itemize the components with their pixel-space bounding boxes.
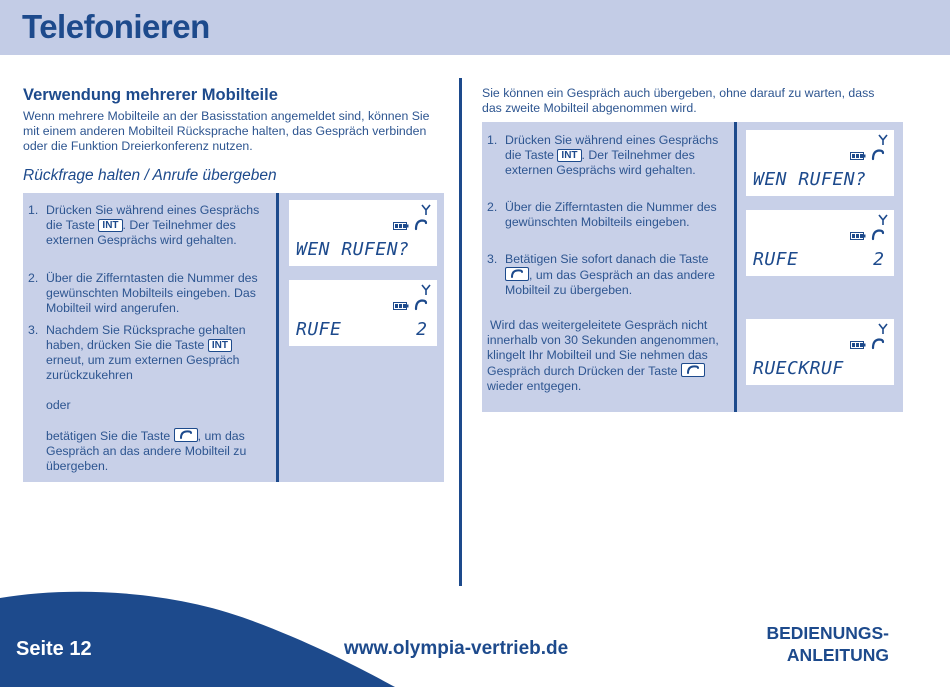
step-line: gewünschten Mobilteils eingeben. [505, 215, 690, 229]
step-1 [487, 133, 727, 183]
page-number: Seite 12 [16, 638, 92, 660]
battery-icon [393, 302, 409, 310]
lcd-display [746, 210, 894, 276]
intro-line: Sie können ein Gespräch auch übergeben, ohne darauf zu warten, dass [482, 86, 875, 100]
handset-icon [180, 430, 192, 440]
spacer [46, 383, 246, 398]
handset-icon [414, 219, 428, 231]
manual-label-line: BEDIENUNGS- [766, 623, 889, 643]
lcd-text: RUFE [296, 319, 342, 340]
step-text [505, 200, 717, 230]
step-text [46, 323, 246, 474]
handset-icon [511, 269, 523, 279]
section-title: Verwendung mehrerer Mobilteile [23, 86, 278, 104]
forwarding-note [487, 318, 732, 394]
column-divider [459, 78, 462, 586]
lcd-display [289, 280, 437, 346]
website-url: www.olympia-vertrieb.de [344, 638, 569, 659]
step-line: gewünschten Mobilteils eingeben. Das [46, 286, 256, 300]
step-number: 2. [487, 200, 498, 214]
step-fragment: . Der Teilnehmer des [581, 148, 695, 162]
lcd-text: WEN RUFEN? [753, 169, 867, 190]
step-line [505, 148, 718, 163]
step-line: Drücken Sie während eines Gesprächs [46, 203, 260, 217]
handset-key [681, 363, 705, 377]
subtitle: Rückfrage halten / Anrufe übergeben [23, 167, 277, 184]
step-number: 2. [28, 271, 39, 285]
step-fragment: . Der Teilnehmer des [122, 218, 236, 232]
step-number: 3. [487, 252, 498, 266]
step-fragment: , um das [197, 429, 245, 443]
step-fragment: , um das Gespräch an das andere [529, 268, 715, 282]
handset-icon [871, 338, 885, 350]
battery-icon [850, 152, 866, 160]
battery-icon [393, 222, 409, 230]
lcd-text: RUFE [753, 249, 799, 270]
note-fragment: Gespräch durch Drücken der Taste [487, 364, 678, 378]
note-line: innerhalb von 30 Sekunden angenommen, [487, 333, 719, 347]
step-line: Mobilteil zu übergeben. [505, 283, 633, 297]
lcd-text: WEN RUFEN? [296, 239, 410, 260]
lcd-number: 2 [416, 319, 427, 340]
lcd-display [746, 319, 894, 385]
antenna-icon [421, 284, 431, 296]
note-line: klingelt Ihr Mobilteil und Sie nehmen das [487, 348, 708, 362]
step-number: 3. [28, 323, 39, 337]
step-text [505, 252, 715, 298]
handset-key [505, 267, 529, 281]
panel-divider [734, 122, 737, 412]
panel-divider [276, 193, 279, 482]
step-line: externen Gesprächs wird gehalten. [46, 233, 237, 247]
step-1 [28, 203, 268, 253]
antenna-icon [878, 214, 888, 226]
or-text: oder [46, 398, 71, 412]
step-line: externen Gesprächs wird gehalten. [505, 163, 696, 177]
battery-icon [850, 341, 866, 349]
intro-paragraph [23, 109, 430, 154]
step-line: übergeben. [46, 459, 109, 473]
step-text [46, 203, 259, 248]
step-2 [28, 271, 268, 321]
handset-icon [871, 149, 885, 161]
lcd-number: 2 [873, 249, 884, 270]
step-line: zurückzukehren [46, 368, 133, 382]
step-line [505, 267, 715, 283]
step-line: Mobilteil wird angerufen. [46, 301, 180, 315]
manual-label [766, 622, 889, 666]
intro-line: oder die Funktion Dreierkonferenz nutzen. [23, 139, 253, 153]
step-line: Betätigen Sie sofort danach die Taste [505, 252, 709, 266]
step-text [505, 133, 718, 178]
antenna-icon [878, 323, 888, 335]
note-line [487, 363, 732, 379]
step-3 [487, 252, 727, 302]
note-line: wieder entgegen. [487, 379, 582, 393]
page-title: Telefonieren [22, 8, 210, 45]
spacer [46, 413, 246, 428]
step-text [46, 271, 258, 316]
note-line: Wird das weitergeleitete Gespräch nicht [490, 318, 708, 332]
step-fragment: die Taste [505, 148, 554, 162]
handset-icon [871, 229, 885, 241]
step-line [46, 218, 259, 233]
step-fragment: betätigen Sie die Taste [46, 429, 171, 443]
step-number: 1. [487, 133, 498, 147]
step-fragment: die Taste [46, 218, 95, 232]
right-intro-paragraph [482, 86, 874, 116]
battery-icon [850, 232, 866, 240]
step-line: Drücken Sie während eines Gesprächs [505, 133, 719, 147]
page-header [0, 0, 950, 55]
handset-icon [687, 365, 699, 375]
int-key: INT [557, 149, 581, 162]
antenna-icon [421, 204, 431, 216]
step-2 [487, 200, 727, 235]
step-line: erneut, um zum externen Gespräch [46, 353, 240, 367]
step-number: 1. [28, 203, 39, 217]
step-fragment: haben, drücken Sie die Taste [46, 338, 205, 352]
int-key: INT [208, 339, 232, 352]
intro-line: mit einem anderen Mobilteil Rücksprache halten, das Gespräch verbinden [23, 124, 427, 138]
handset-key [174, 428, 198, 442]
lcd-display [746, 130, 894, 196]
step-line: Über die Zifferntasten die Nummer des [505, 200, 717, 214]
lcd-text: RUECKRUF [753, 358, 844, 379]
step-line: Nachdem Sie Rücksprache gehalten [46, 323, 246, 337]
intro-line: Wenn mehrere Mobilteile an der Basisstation angemeldet sind, können Sie [23, 109, 430, 123]
step-line [46, 338, 246, 353]
step-line: Über die Zifferntasten die Nummer des [46, 271, 258, 285]
step-line: Gespräch an das andere Mobilteil zu [46, 444, 247, 458]
step-line [46, 428, 246, 444]
handset-icon [414, 299, 428, 311]
int-key: INT [98, 219, 122, 232]
intro-line: das zweite Mobilteil abgenommen wird. [482, 101, 697, 115]
manual-label-line: ANLEITUNG [786, 645, 889, 665]
step-3 [28, 323, 268, 473]
antenna-icon [878, 134, 888, 146]
lcd-display [289, 200, 437, 266]
